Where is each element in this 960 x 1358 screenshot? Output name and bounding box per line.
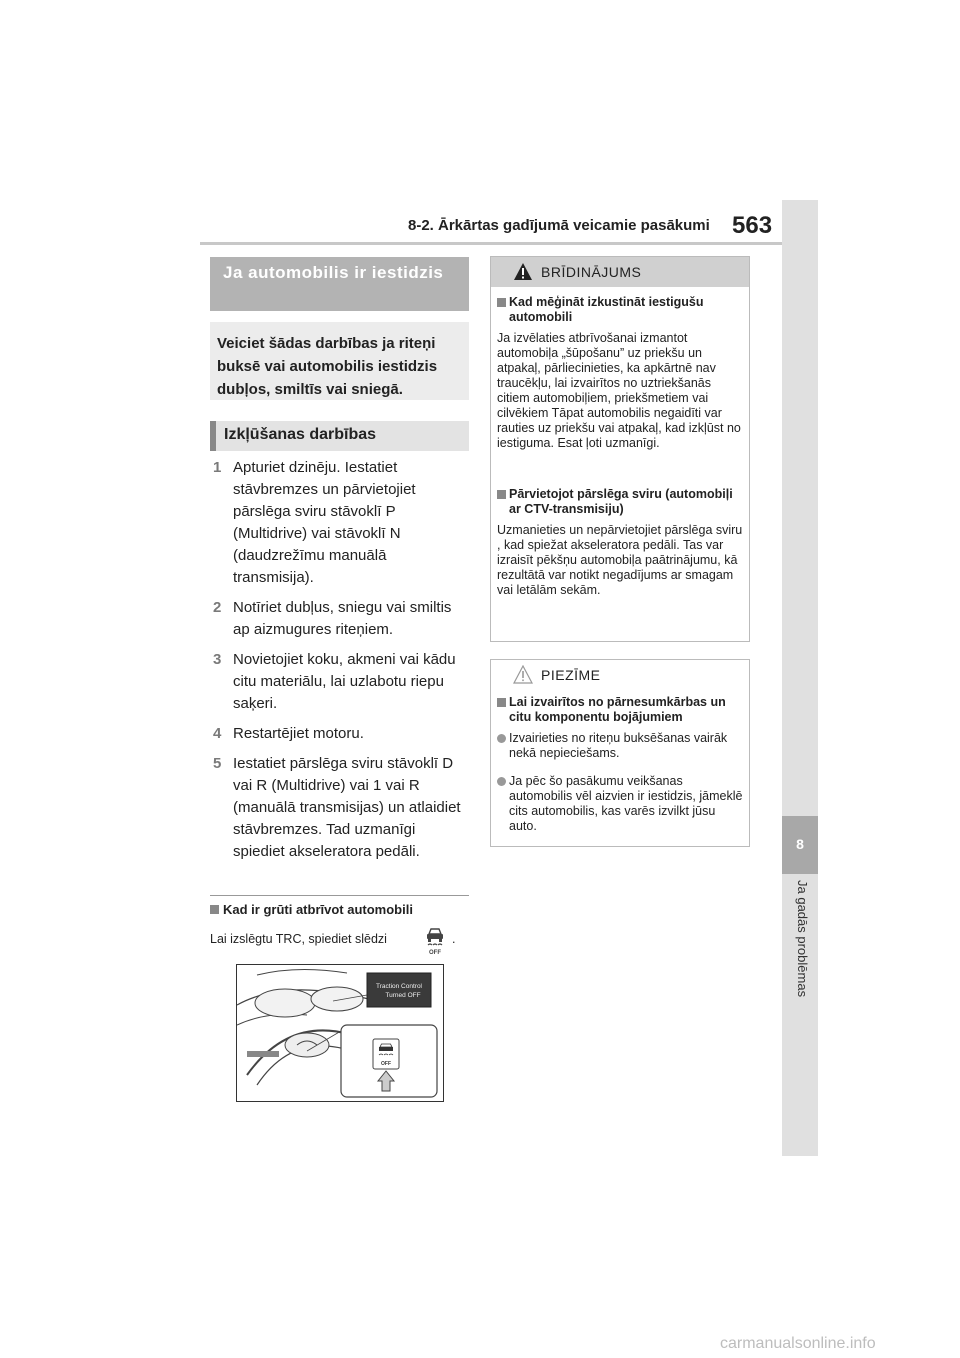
step-item [210, 457, 470, 589]
square-bullet-icon [497, 298, 506, 307]
warning-title: BRĪDINĀJUMS [541, 264, 642, 280]
note-divider [210, 895, 469, 896]
section-title: 8-2. Ārkārtas gadījumā veicamie pasākumi [408, 217, 710, 234]
step-number: 4 [213, 725, 222, 742]
step-item [210, 649, 470, 715]
button-off-label: OFF [381, 1061, 391, 1067]
trc-off-label: OFF [429, 950, 441, 955]
intro-box [210, 322, 469, 400]
step-text: Notīriet dubļus, sniegu vai smiltis ap aizmugures riteņiem. [233, 599, 452, 638]
round-bullet-icon [497, 734, 506, 743]
note-box [490, 659, 750, 847]
note-box-title: PIEZĪME [541, 667, 601, 683]
footer-watermark: carmanualsonline.info [720, 1335, 876, 1352]
step-text: Restartējiet motoru. [233, 725, 364, 742]
step-item [210, 723, 470, 745]
warning-item-body: Uzmanieties un nepārvietojiet pārslēga sviru , kad spiežat akseleratora pedāli. Tas var izraisīt pēkšņu automobiļa paātrinājumu, kā rezultātā var notikt negadījums ar smagam vai letālām sekām. [497, 523, 743, 597]
traction-off-icon [422, 925, 448, 955]
note-box-bullet [497, 731, 743, 761]
warning-header [491, 257, 749, 287]
round-bullet-icon [497, 777, 506, 786]
dashboard-illustration [236, 964, 444, 1102]
display-line2: Turned OFF [385, 992, 421, 999]
warning-item-heading [497, 487, 743, 517]
note-text-end: . [452, 932, 456, 946]
intro-text: Veiciet šādas darbības ja riteņi buksē vai automobilis iestidzis dubļos, smiltīs vai sniegā. [217, 335, 438, 398]
step-number: 3 [213, 651, 222, 668]
step-text: Iestatiet pārslēga sviru stāvoklī D vai R (Multidrive) vai 1 vai R (manuālā transmisijas) un atlaidiet stāvbremzes. Tad uzmanīgi spiediet akseleratora pedāli. [233, 755, 461, 860]
chapter-label: Ja gadās problēmas [795, 880, 810, 998]
caution-triangle-icon [513, 665, 533, 684]
note-box-bullet-text: Ja pēc šo pasākumu veikšanas automobilis vēl aizvien ir iestidzis, jāmeklē cits automobilis, kas varēs izvilkt jūsu auto. [509, 774, 743, 833]
warning-heading-text: Pārvietojot pārslēga sviru (automobiļi ar CTV-transmisiju) [509, 487, 733, 516]
note-title [210, 902, 413, 917]
warning-triangle-icon [513, 262, 533, 281]
sub-heading-text: Izkļūšanas darbības [224, 426, 377, 443]
sub-heading-bar [210, 421, 216, 451]
note-box-heading-text: Lai izvairītos no pārnesumkārbas un citu komponentu bojājumiem [509, 695, 726, 724]
note-text: Lai izslēgtu TRC, spiediet slēdzi [210, 932, 387, 946]
step-item [210, 597, 470, 641]
note-box-bullet [497, 774, 743, 834]
section-heading [210, 257, 469, 311]
square-bullet-icon [497, 698, 506, 707]
chapter-number: 8 [796, 836, 804, 852]
step-number: 5 [213, 755, 222, 772]
page-number: 563 [732, 212, 773, 239]
step-text: Novietojiet koku, akmeni vai kādu citu materiālu, lai uzlabotu riepu saķeri. [233, 651, 456, 712]
warning-heading-text: Kad mēģināt izkustināt iestigušu automobili [509, 295, 704, 324]
step-text: Apturiet dzinēju. Iestatiet stāvbremzes un pārvietojiet pārslēga sviru stāvoklī P (Multidrive) vai stāvoklī N (daudzrežīmu manuālā transmisija). [233, 459, 416, 586]
warning-item-heading [497, 295, 743, 325]
step-number: 1 [213, 459, 222, 476]
step-item [210, 753, 470, 863]
note-box-heading [497, 695, 743, 725]
chapter-tab-top [782, 200, 818, 816]
display-line1: Traction Control [376, 983, 422, 990]
step-number: 2 [213, 599, 222, 616]
steps-list [210, 457, 470, 871]
header-divider [200, 242, 784, 245]
square-bullet-icon [497, 490, 506, 499]
note-box-bullet-text: Izvairieties no riteņu buksēšanas vairāk nekā nepieciešams. [509, 731, 728, 760]
warning-item-body: Ja izvēlaties atbrīvošanai izmantot automobiļa „šūpošanu” uz priekšu un atpakaļ, pārliecinieties, ka apkārtnē nav traucēkļu, lai izvairītos no uztriekšanās citiem automobiļiem, priekšmetiem vai cilvēkiem Tāpat automobilis negaidīti var rauties uz priekšu vai atpakaļ, kad izkļūst no iestiguma. Esat ļoti uzmanīgi. [497, 331, 741, 450]
warning-box [490, 256, 750, 642]
section-heading-text: Ja automobilis ir iestidzis [223, 263, 444, 282]
note-title-text: Kad ir grūti atbrīvot automobili [223, 902, 413, 917]
sub-heading [210, 421, 469, 451]
square-bullet-icon [210, 905, 219, 914]
